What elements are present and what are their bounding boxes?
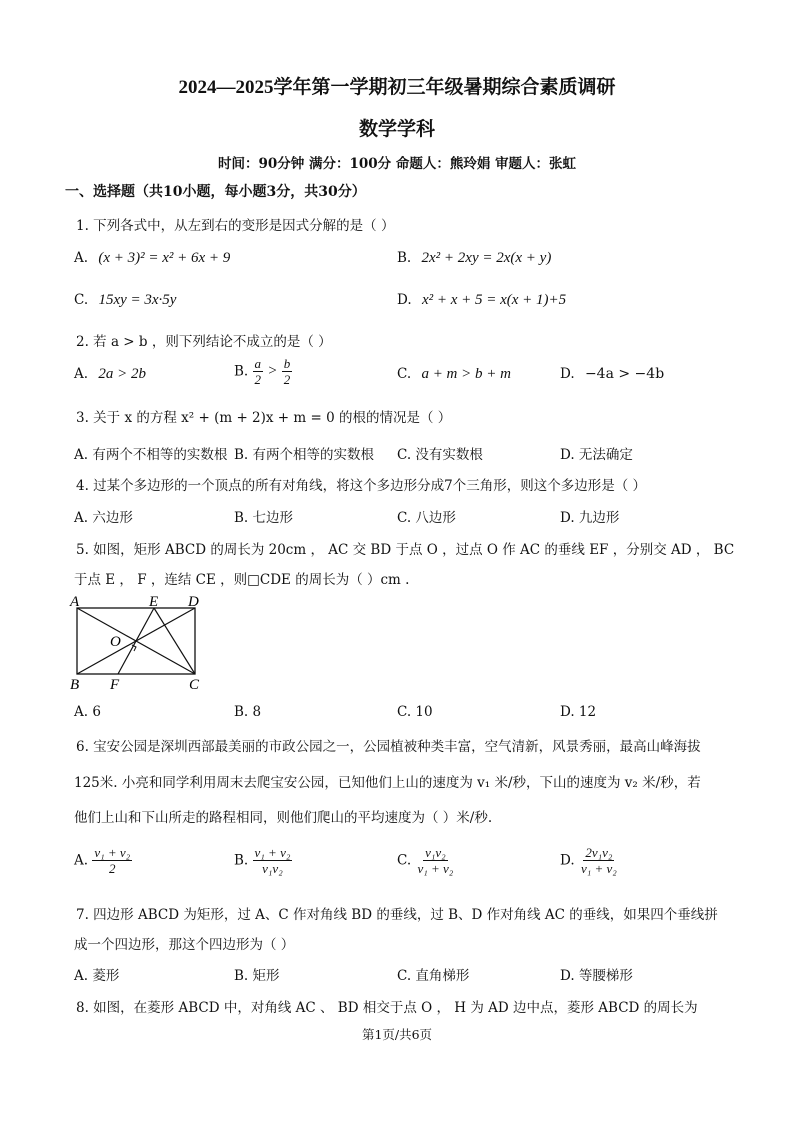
q3-option-c: C. 没有实数根 xyxy=(397,447,483,463)
q2-option-c-label: C. xyxy=(397,366,412,382)
label-a: A xyxy=(70,594,80,610)
question-4-stem: 4. 过某个多边形的一个顶点的所有对角线，将这个多边形分成7个三角形，则这个多边形是（ ） xyxy=(76,478,647,494)
question-7-line2: 成一个四边形，那这个四边形为（ ） xyxy=(74,937,295,953)
q6-c-numerator: v₁v₂ xyxy=(425,845,446,860)
q6-option-a-label: A. xyxy=(74,852,89,869)
q4-option-d: D. 九边形 xyxy=(560,510,620,526)
q3-option-a: A. 有两个不相等的实数根 xyxy=(74,447,228,463)
q6-a-numerator: v₁ + v₂ xyxy=(94,845,131,860)
question-6-line2: 125米. 小亮和同学利用周末去爬宝安公园，已知他们上山的速度为 v₁ 米/秒，下山的速度为 v₂ 米/秒，若 xyxy=(74,775,701,791)
q5-option-c: C. 10 xyxy=(397,704,433,720)
segment-ef xyxy=(118,608,154,674)
q1-option-a-label: A. xyxy=(74,250,89,266)
q1-option-d-label: D. xyxy=(397,292,412,308)
q2-fraction-a-over-2 xyxy=(253,356,264,387)
q4-option-b: B. 七边形 xyxy=(234,510,294,526)
q6-b-numerator: v₁ + v₂ xyxy=(254,845,291,860)
q1-option-d xyxy=(397,292,566,309)
question-6-line3: 他们上山和下山所走的路程相同，则他们爬山的平均速度为（ ）米/秒. xyxy=(74,810,493,826)
q7-option-a: A. 菱形 xyxy=(74,968,120,984)
label-d: D xyxy=(188,594,199,610)
q6-option-c xyxy=(397,845,455,876)
q2-option-d-expr: −4a > −4b xyxy=(584,366,665,382)
q1-option-c-label: C. xyxy=(74,292,89,308)
q2-option-d-label: D. xyxy=(560,366,575,382)
question-1-stem: 1. 下列各式中，从左到右的变形是因式分解的是（ ） xyxy=(76,218,395,234)
q5-option-b: B. 8 xyxy=(234,704,262,720)
question-5-stem-line2: 于点 E ， F ，连结 CE ，则□CDE 的周长为（ ）cm . xyxy=(74,572,410,588)
q2-option-a-expr: 2a > 2b xyxy=(98,366,146,382)
q2-fraction-b-over-2 xyxy=(282,356,293,387)
q4-option-c: C. 八边形 xyxy=(397,510,456,526)
q1-option-d-expr: x² + x + 5 = x(x + 1)+5 xyxy=(421,292,567,308)
q6-option-b-label: B. xyxy=(234,852,249,869)
q6-option-d-fraction xyxy=(579,845,619,876)
q1-option-a-expr: (x + 3)² = x² + 6x + 9 xyxy=(98,250,231,266)
q3-option-d: D. 无法确定 xyxy=(560,447,633,463)
label-o: O xyxy=(110,634,121,650)
page-title: 2024—2025学年第一学期初三年级暑期综合素质调研 xyxy=(178,77,616,98)
question-7-line1: 7. 四边形 ABCD 为矩形，过 A、C 作对角线 BD 的垂线，过 B、D 作对角线 AC 的垂线，如果四个垂线拼 xyxy=(76,907,718,923)
segment-ce xyxy=(154,608,195,674)
q1-option-c-expr: 15xy = 3x·5y xyxy=(98,292,177,308)
q2-option-b xyxy=(234,356,292,387)
q1-option-b-label: B. xyxy=(397,250,412,266)
q6-option-a-fraction xyxy=(92,845,132,876)
q2-option-a xyxy=(74,366,146,383)
subject-title: 数学学科 xyxy=(358,119,435,140)
q1-option-b xyxy=(397,250,551,267)
q2-option-c-expr: a + m > b + m xyxy=(421,366,511,382)
q2-frac2-denominator: 2 xyxy=(283,372,291,387)
question-3-stem: 3. 关于 x 的方程 x² + (m + 2)x + m = 0 的根的情况是（ ） xyxy=(76,410,452,426)
question-8-line1: 8. 如图，在菱形 ABCD 中，对角线 AC 、 BD 相交于点 O ， H 为 AD 边中点，菱形 ABCD 的周长为 xyxy=(76,1000,698,1016)
question-5-stem-line1: 5. 如图，矩形 ABCD 的周长为 20cm ， AC 交 BD 于点 O ，过点 O 作 AC 的垂线 EF ，分别交 AD ， BC xyxy=(76,542,735,558)
q6-option-d-label: D. xyxy=(560,852,575,869)
q6-option-b-fraction xyxy=(253,845,293,876)
label-e: E xyxy=(149,594,159,610)
q7-option-d: D. 等腰梯形 xyxy=(560,968,633,984)
q1-option-b-expr: 2x² + 2xy = 2x(x + y) xyxy=(421,250,552,266)
q2-option-c xyxy=(397,366,511,383)
q2-frac2-numerator: b xyxy=(283,356,291,371)
section-heading: 一、选择题（共10小题，每小题3分，共30分） xyxy=(65,184,366,200)
q6-a-denominator: 2 xyxy=(109,861,116,876)
q6-d-numerator: 2v₁v₂ xyxy=(585,845,613,860)
q6-option-c-label: C. xyxy=(397,852,412,869)
label-f: F xyxy=(110,677,120,692)
q6-c-denominator: v₁ + v₂ xyxy=(417,861,454,876)
q2-greater-than: > xyxy=(267,363,278,379)
q1-option-a xyxy=(74,250,230,267)
label-b: B xyxy=(70,677,80,692)
question-2-stem: 2. 若 a > b ，则下列结论不成立的是（ ） xyxy=(76,334,332,350)
q7-option-c: C. 直角梯形 xyxy=(397,968,470,984)
q2-option-a-label: A. xyxy=(74,366,89,382)
label-c: C xyxy=(189,677,200,692)
question-6-line1: 6. 宝安公园是深圳西部最美丽的市政公园之一，公园植被种类丰富，空气清新，风景秀丽，最高山峰海拔 xyxy=(76,739,701,755)
q6-option-b xyxy=(234,845,292,876)
q3-option-b: B. 有两个相等的实数根 xyxy=(234,447,375,463)
q4-option-a: A. 六边形 xyxy=(74,510,133,526)
q6-option-c-fraction xyxy=(415,845,455,876)
exam-info: 时间：90分钟 满分：100分 命题人：熊玲娟 审题人：张虹 xyxy=(217,156,577,172)
q2-frac1-denominator: 2 xyxy=(254,372,262,387)
q6-option-d xyxy=(560,845,619,876)
q2-frac1-numerator: a xyxy=(254,356,262,371)
q2-option-d xyxy=(560,366,664,382)
q7-option-b: B. 矩形 xyxy=(234,968,280,984)
page-footer: 第1页/共6页 xyxy=(361,1027,433,1042)
q6-option-a xyxy=(74,845,132,876)
q5-option-a: A. 6 xyxy=(74,704,101,720)
q6-d-denominator: v₁ + v₂ xyxy=(580,861,617,876)
q6-b-denominator: v₁v₂ xyxy=(262,861,283,876)
q5-option-d: D. 12 xyxy=(560,704,597,720)
q1-option-c xyxy=(74,292,176,309)
q5-rectangle-figure xyxy=(66,592,216,692)
q2-option-b-label: B. xyxy=(234,363,249,380)
